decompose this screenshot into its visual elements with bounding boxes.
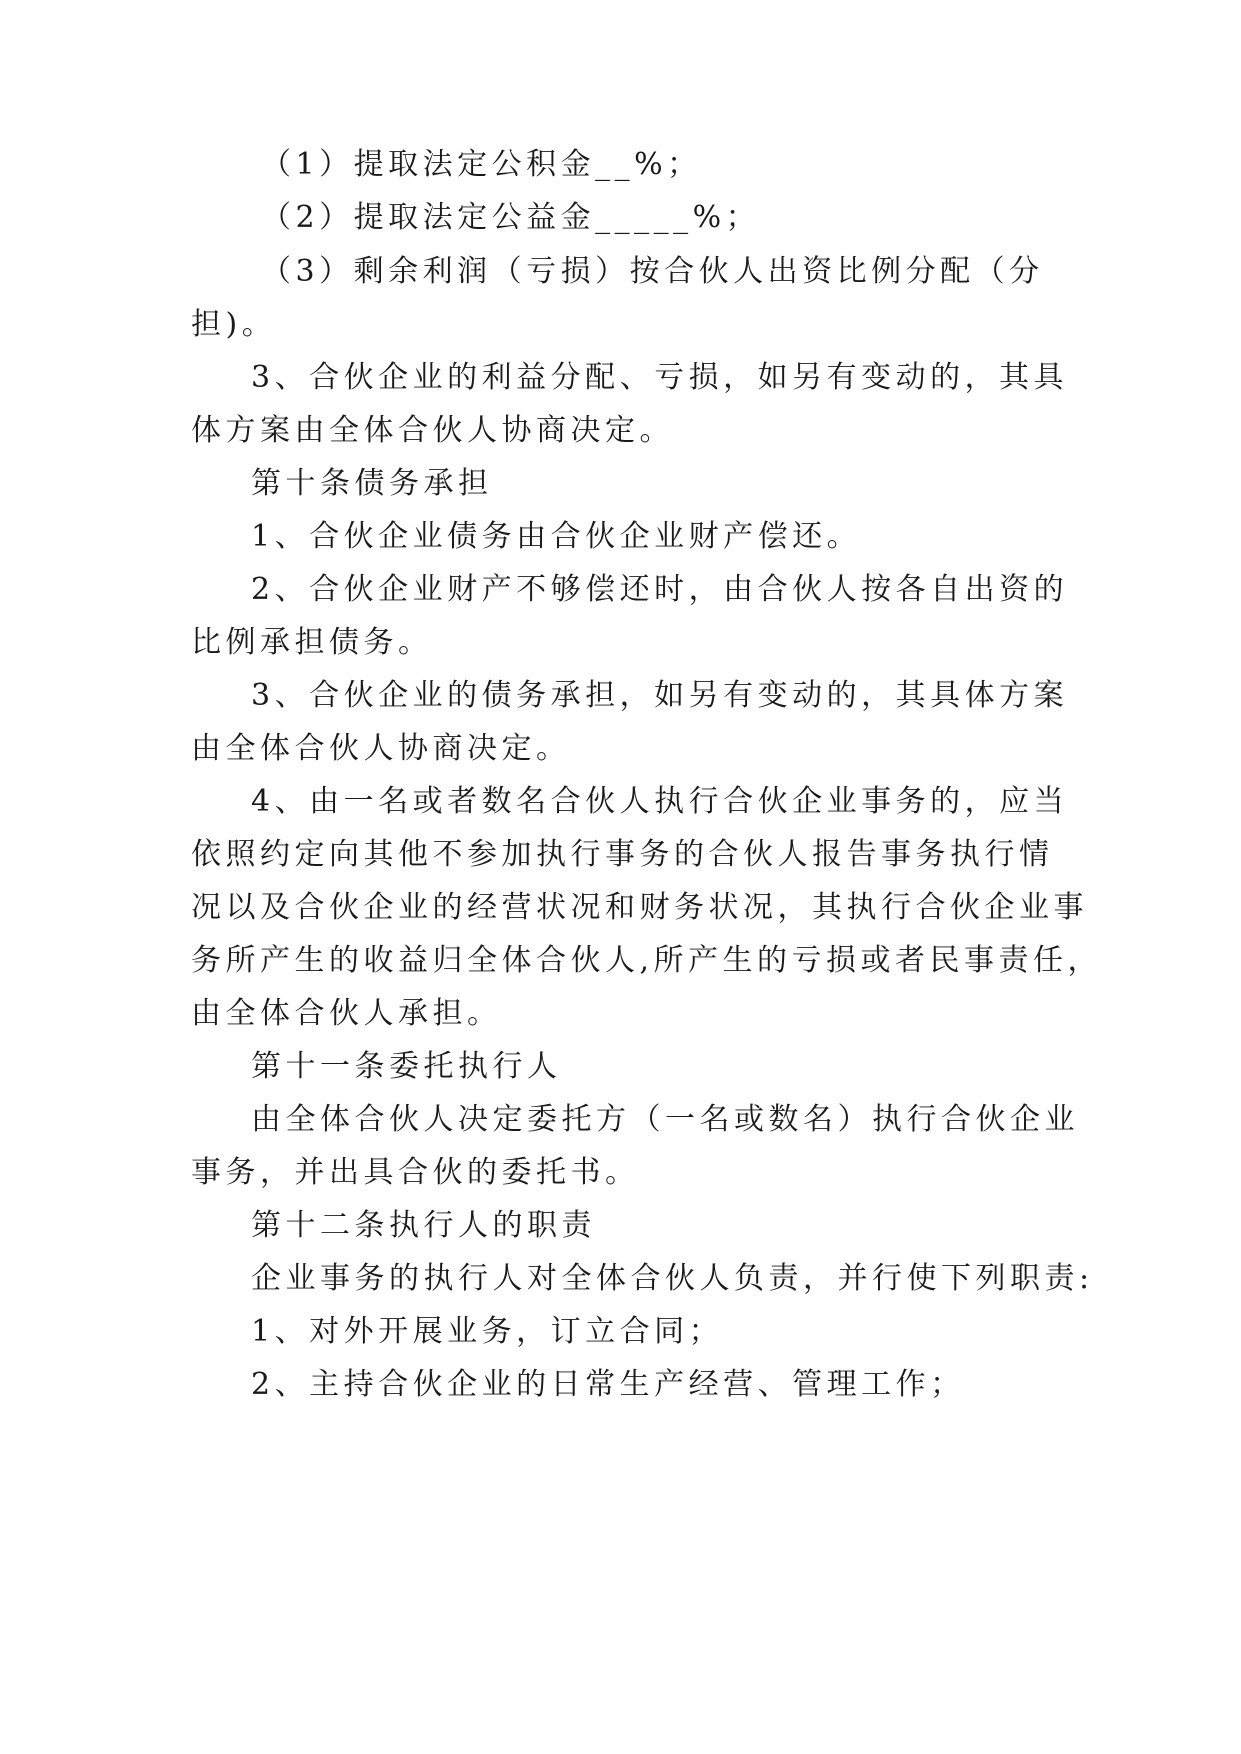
paragraph-line: 由全体合伙人协商决定。 xyxy=(191,731,571,766)
paragraph-line: 事务，并出具合伙的委托书。 xyxy=(191,1155,640,1190)
paragraph-line: 1、合伙企业债务由合伙企业财产偿还。 xyxy=(251,519,862,554)
paragraph-line: 比例承担债务。 xyxy=(191,625,433,660)
paragraph-line: 企业事务的执行人对全体合伙人负责，并行使下列职责: xyxy=(251,1261,1094,1296)
paragraph-line: 由全体合伙人承担。 xyxy=(191,996,502,1031)
paragraph-line: 依照约定向其他不参加执行事务的合伙人报告事务执行情 xyxy=(191,837,1054,872)
paragraph-line: 体方案由全体合伙人协商决定。 xyxy=(191,413,674,448)
paragraph-line: 4、由一名或者数名合伙人执行合伙企业事务的，应当 xyxy=(251,784,1069,819)
paragraph-line: 3、合伙企业的利益分配、亏损，如另有变动的，其具 xyxy=(251,360,1069,395)
item-2-welfare-fund: （2）提取法定公益金_____%； xyxy=(261,200,761,235)
paragraph-line: 由全体合伙人决定委托方（一名或数名）执行合伙企业 xyxy=(251,1102,1079,1137)
paragraph-line: 3、合伙企业的债务承担，如另有变动的，其具体方案 xyxy=(251,678,1069,713)
paragraph-line: 2、合伙企业财产不够偿还时，由合伙人按各自出资的 xyxy=(251,572,1069,607)
article-10-heading: 第十条债务承担 xyxy=(251,466,493,501)
article-12-heading: 第十二条执行人的职责 xyxy=(251,1208,596,1243)
item-1-reserve-fund: （1）提取法定公积金__%； xyxy=(261,147,702,182)
item-3-remaining-profit: （3）剩余利润（亏损）按合伙人出资比例分配（分 xyxy=(261,254,1044,289)
article-11-heading: 第十一条委托执行人 xyxy=(251,1049,562,1084)
paragraph-line: 务所产生的收益归全体合伙人,所产生的亏损或者民事责任， xyxy=(191,943,1103,978)
paragraph-line: 1、对外开展业务，订立合同； xyxy=(251,1314,724,1349)
paragraph-line: 2、主持合伙企业的日常生产经营、管理工作； xyxy=(251,1367,965,1402)
paragraph-line: 担)。 xyxy=(191,307,277,342)
paragraph-line: 况以及合伙企业的经营状况和财务状况，其执行合伙企业事 xyxy=(191,890,1088,925)
